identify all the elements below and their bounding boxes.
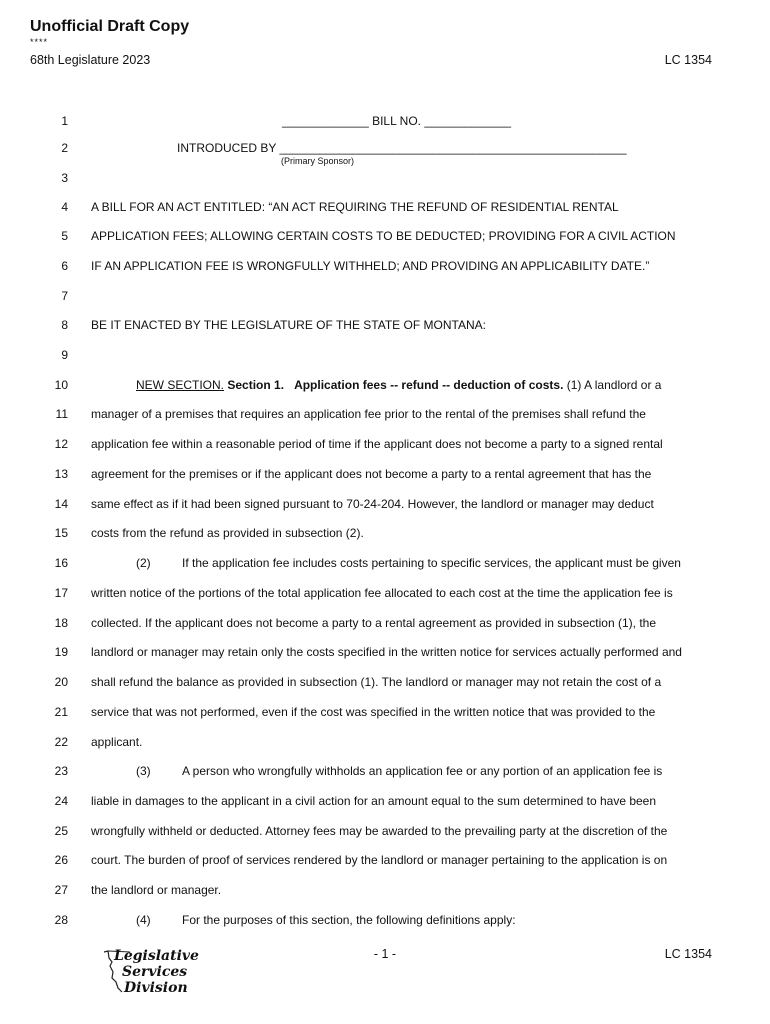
line-number: 26 <box>54 853 68 867</box>
section-text: manager of a premises that requires an application fee prior to the rental of the premises shall refund the <box>91 407 646 421</box>
line-number: 19 <box>54 645 68 659</box>
logo-text-legislative: Legislative <box>114 948 199 964</box>
section-text: costs from the refund as provided in subsection (2). <box>91 526 364 540</box>
line-number: 4 <box>61 200 68 214</box>
section-text: landlord or manager may retain only the costs specified in the written notice for services actually performed and <box>91 645 682 659</box>
line-number: 11 <box>55 407 68 421</box>
enacting-clause: BE IT ENACTED BY THE LEGISLATURE OF THE STATE OF MONTANA: <box>91 318 486 332</box>
line-9 <box>0 347 770 363</box>
line-number: 20 <box>54 675 68 689</box>
line-number: 9 <box>61 348 68 362</box>
bill-title-text: IF AN APPLICATION FEE IS WRONGFULLY WITHHELD; AND PROVIDING AN APPLICABILITY DATE.” <box>91 259 650 273</box>
line-number: 5 <box>61 229 68 243</box>
line-number: 16 <box>54 556 68 570</box>
section-text: liable in damages to the applicant in a civil action for an amount equal to the sum determined to have been <box>91 794 657 808</box>
section-text: written notice of the portions of the total application fee allocated to each cost at the time the application fee is <box>91 586 673 600</box>
subsection-number: (3) <box>136 764 151 778</box>
line-14 <box>0 496 770 512</box>
section-text: For the purposes of this section, the following definitions apply: <box>182 913 516 927</box>
line-4 <box>0 199 770 215</box>
line-number: 18 <box>54 616 68 630</box>
subsection-number: (2) <box>136 556 151 570</box>
subsection-number: (4) <box>136 913 151 927</box>
section-text: agreement for the premises or if the applicant does not become a party to a rental agreement that has the <box>91 467 652 481</box>
bill-number-line: _____________ BILL NO. _____________ <box>282 114 512 128</box>
new-section-label: NEW SECTION. <box>136 378 225 392</box>
line-number: 15 <box>54 526 68 540</box>
line-number: 8 <box>61 318 68 332</box>
line-number: 6 <box>61 259 68 273</box>
line-10 <box>0 377 770 393</box>
line-11 <box>0 406 770 422</box>
line-number: 25 <box>54 824 68 838</box>
section-text: shall refund the balance as provided in subsection (1). The landlord or manager may not retain the cost of a <box>91 675 662 689</box>
line-number: 21 <box>54 705 68 719</box>
line-24 <box>0 793 770 809</box>
lc-number-bottom: LC 1354 <box>664 947 712 961</box>
line-27 <box>0 882 770 898</box>
section-text: court. The burden of proof of services rendered by the landlord or manager pertaining to the application is on <box>91 853 668 867</box>
line-number: 17 <box>54 586 68 600</box>
section-text: wrongfully withheld or deducted. Attorney fees may be awarded to the prevailing party at the discretion of the <box>91 824 668 838</box>
line-17 <box>0 585 770 601</box>
line-number: 28 <box>54 913 68 927</box>
line-19 <box>0 644 770 660</box>
legislature-label: 68th Legislature 2023 <box>30 53 151 67</box>
line-12 <box>0 436 770 452</box>
line-5 <box>0 228 770 244</box>
line-number: 14 <box>54 497 68 511</box>
line-6 <box>0 258 770 274</box>
line-13 <box>0 466 770 482</box>
primary-sponsor-label: (Primary Sponsor) <box>281 156 355 166</box>
line-7 <box>0 288 770 304</box>
section-text: If the application fee includes costs pertaining to specific services, the applicant must be given <box>182 556 681 570</box>
section-text: (1) A landlord or a <box>566 378 662 392</box>
introduced-by-line: INTRODUCED BY ____________________________________________________ <box>177 141 627 155</box>
line-26 <box>0 852 770 868</box>
section-text: service that was not performed, even if the cost was specified in the written notice that was provided to the <box>91 705 656 719</box>
logo-text-division: Division <box>124 980 188 996</box>
line-28 <box>0 912 770 928</box>
line-number: 27 <box>54 883 68 897</box>
line-18 <box>0 615 770 631</box>
line-23 <box>0 763 770 779</box>
section-number: Section 1. <box>227 378 285 392</box>
bill-title-text: A BILL FOR AN ACT ENTITLED: “AN ACT REQUIRING THE REFUND OF RESIDENTIAL RENTAL <box>91 200 619 214</box>
line-number: 2 <box>61 141 68 155</box>
section-title: Application fees -- refund -- deduction of costs. <box>294 378 564 392</box>
draft-title: Unofficial Draft Copy <box>30 18 190 35</box>
line-number: 13 <box>54 467 68 481</box>
line-number: 22 <box>54 735 68 749</box>
section-text: the landlord or manager. <box>91 883 222 897</box>
line-3 <box>0 170 770 186</box>
section-text: application fee within a reasonable period of time if the applicant does not become a party to a signed rental <box>91 437 663 451</box>
line-16 <box>0 555 770 571</box>
line-20 <box>0 674 770 690</box>
lc-number-top: LC 1354 <box>664 53 712 67</box>
line-number: 7 <box>61 289 68 303</box>
bill-title-text: APPLICATION FEES; ALLOWING CERTAIN COSTS TO BE DEDUCTED; PROVIDING FOR A CIVIL ACTION <box>91 229 676 243</box>
line-number: 10 <box>54 378 68 392</box>
section-text: same effect as if it had been signed pursuant to 70-24-204. However, the landlord or manager may deduct <box>91 497 654 511</box>
line-1 <box>0 113 770 129</box>
page-number: - 1 - <box>373 947 397 961</box>
line-number: 3 <box>61 171 68 185</box>
line-number: 12 <box>54 437 68 451</box>
line-15 <box>0 525 770 541</box>
line-number: 1 <box>61 114 68 128</box>
logo-text-services: Services <box>122 964 188 980</box>
line-number: 23 <box>54 764 68 778</box>
section-text: collected. If the applicant does not become a party to a rental agreement as provided in subsection (1), the <box>91 616 657 630</box>
section-text: applicant. <box>91 735 143 749</box>
line-8 <box>0 317 770 333</box>
section-text: A person who wrongfully withholds an application fee or any portion of an application fee is <box>182 764 663 778</box>
draft-stars: **** <box>30 37 49 47</box>
line-2 <box>0 140 770 156</box>
line-22 <box>0 734 770 750</box>
line-21 <box>0 704 770 720</box>
line-number: 24 <box>54 794 68 808</box>
section-heading <box>136 377 661 393</box>
line-25 <box>0 823 770 839</box>
